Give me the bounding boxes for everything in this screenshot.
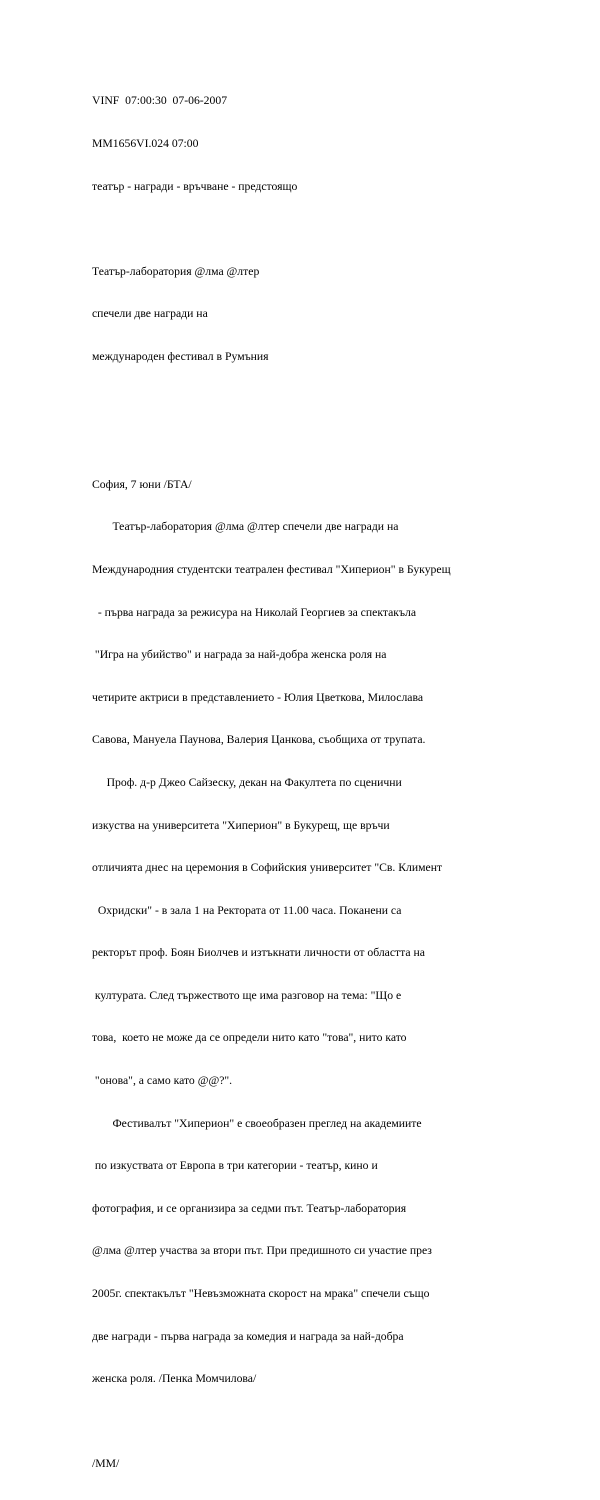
header-keywords: театър - награди - връчване - предстоящо [92,179,298,193]
body-line: "онова", а само като @@?". [92,1074,233,1088]
news-text [92,66,582,1500]
headline-line-3: международен фестивал в Румъния [92,349,269,363]
body-line: четирите актриси в представлението - Юлия Цветкова, Милослава [92,690,424,704]
body-line: - първа награда за режисура на Николай Георгиев за спектакъла [92,605,417,619]
body-line: това, което не може да се определи нито като "това", нито като [92,1031,407,1045]
dateline: София, 7 юни /БТА/ [92,477,192,491]
body-line: две награди - първа награда за комедия и награда за най-добра [92,1329,404,1343]
blank-line [92,393,582,407]
body-line: Проф. д-р Джео Сайзеску, декан на Факултета по сценични [92,775,402,789]
body-line: фотография, и се организира за седми път. Театър-лаборатория [92,1201,407,1215]
blank-line [92,222,582,236]
headline-line-2: спечели две награди на [92,307,208,321]
body-line: по изкуствата от Европа в три категории - театър, кино и [92,1159,378,1173]
body-line: "Игра на убийство" и награда за най-добра женска роля на [92,648,387,662]
blank-line [92,435,582,449]
blank-line [92,1415,582,1429]
signature: /ММ/ [92,1457,120,1471]
body-line: @лма @лтер участва за втори път. При предишното си участие през [92,1244,432,1258]
body-line: Театър-лаборатория @лма @лтер спечели две награди на [92,520,399,534]
body-line: Охридски" - в зала 1 на Ректората от 11.00 часа. Поканени са [92,903,402,917]
body-line: отличията днес на церемония в Софийския университет "Св. Климент [92,861,443,875]
body-line: културата. След тържеството ще има разговор на тема: "Що е [92,988,402,1002]
header-line-2: MM1656VI.024 07:00 [92,137,199,150]
body-line: женска роля. /Пенка Момчилова/ [92,1372,257,1386]
body-line: изкуства на университета "Хиперион" в Букурещ, ще връчи [92,818,390,832]
body-line: 2005г. спектакълът "Невъзможната скорост на мрака" спечели също [92,1287,430,1301]
header-line-1: VINF 07:00:30 07-06-2007 [92,94,228,108]
headline-line-1: Театър-лаборатория @лма @лтер [92,264,260,278]
body-line: Фестивалът "Хиперион" е своеобразен преглед на академиите [92,1116,422,1130]
body-line: Международния студентски театрален фестивал "Хиперион" в Букурещ [92,562,451,576]
body-line: ректорът проф. Боян Биолчев и изтъкнати личности от областта на [92,946,425,960]
body-line: Савова, Мануела Паунова, Валерия Цанкова, съобщиха от трупата. [92,733,426,747]
